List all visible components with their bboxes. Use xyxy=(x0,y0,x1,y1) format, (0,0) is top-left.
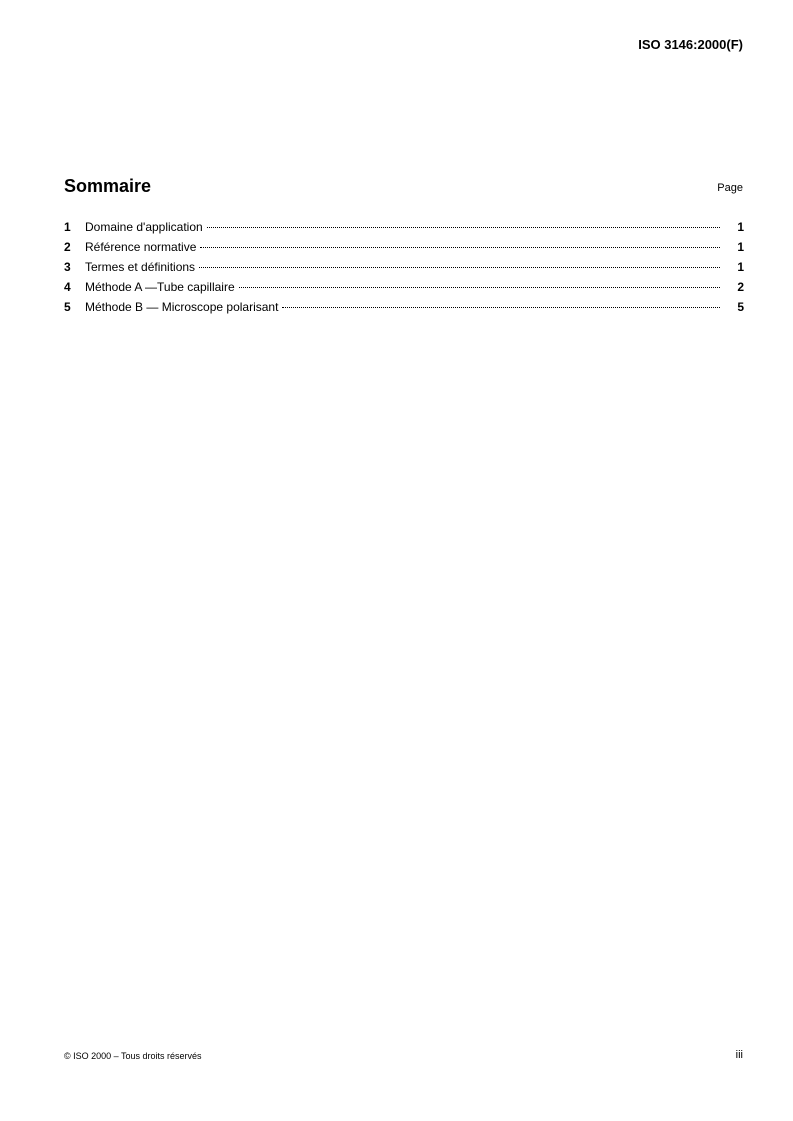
toc-page-column-label: Page xyxy=(717,182,743,194)
toc-entry[interactable] xyxy=(64,260,744,276)
toc-entry-title: Référence normative xyxy=(85,240,197,254)
toc-entry-number: 3 xyxy=(64,260,71,274)
toc-entry-title: Termes et définitions xyxy=(85,260,196,274)
document-identifier: ISO 3146:2000(F) xyxy=(638,37,743,52)
toc-dot-leader xyxy=(207,227,720,228)
toc-entry-page: 1 xyxy=(737,240,744,254)
toc-dot-leader xyxy=(282,307,720,308)
toc-entry-page: 2 xyxy=(737,280,744,294)
toc-entry-number: 2 xyxy=(64,240,71,254)
toc-entry-number: 5 xyxy=(64,300,71,314)
toc-dot-leader xyxy=(199,267,720,268)
toc-entry-page: 5 xyxy=(737,300,744,314)
footer-page-number: iii xyxy=(735,1049,743,1061)
toc-list xyxy=(64,220,744,320)
toc-entry[interactable] xyxy=(64,220,744,236)
toc-entry-page: 1 xyxy=(737,220,744,234)
footer-copyright: © ISO 2000 – Tous droits réservés xyxy=(64,1051,202,1061)
toc-entry[interactable] xyxy=(64,300,744,316)
toc-dot-leader xyxy=(200,247,720,248)
toc-entry-number: 1 xyxy=(64,220,71,234)
toc-entry-title: Méthode A —Tube capillaire xyxy=(85,280,235,294)
toc-entry-page: 1 xyxy=(737,260,744,274)
toc-title: Sommaire xyxy=(64,176,152,196)
toc-entry-number: 4 xyxy=(64,280,71,294)
toc-entry-title: Domaine d'application xyxy=(85,220,203,234)
toc-entry[interactable] xyxy=(64,240,744,256)
toc-entry-title: Méthode B — Microscope polarisant xyxy=(85,300,279,314)
toc-entry[interactable] xyxy=(64,280,744,296)
toc-dot-leader xyxy=(239,287,720,288)
